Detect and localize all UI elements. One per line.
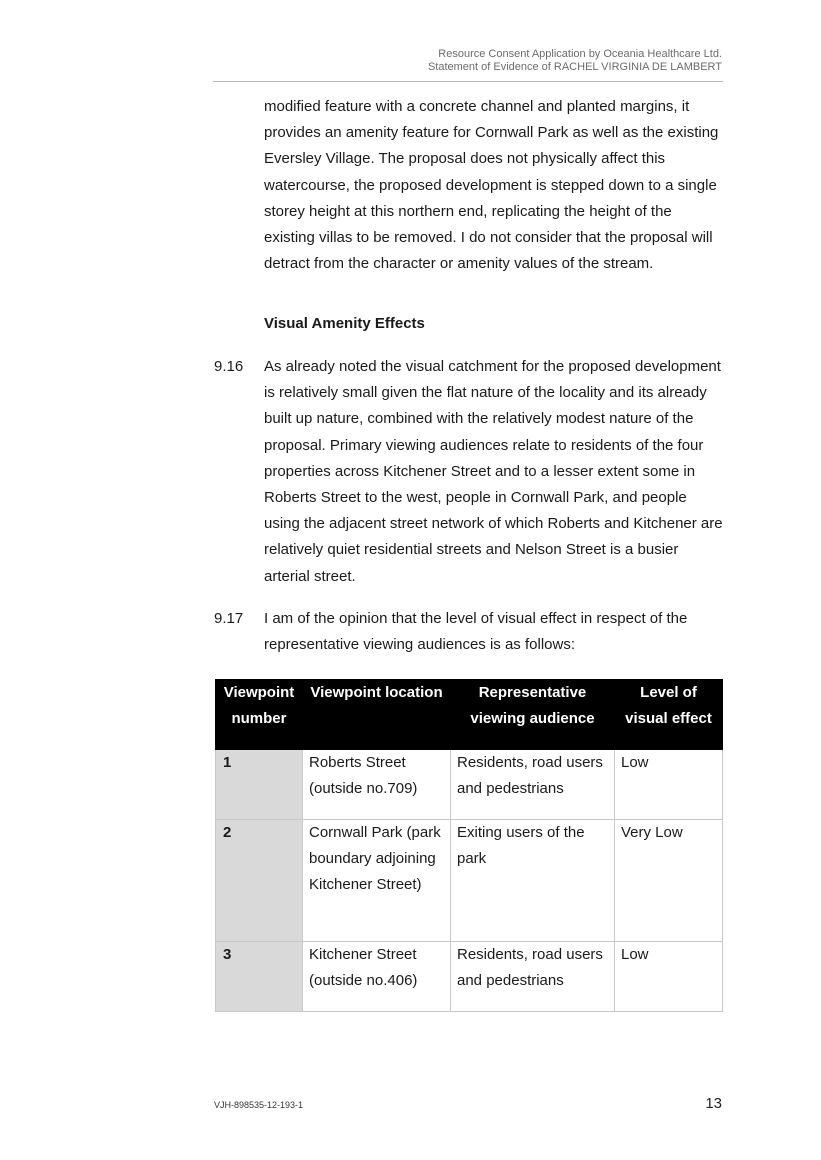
viewpoint-number-cell: 3 bbox=[216, 942, 303, 1012]
viewing-audience-cell: Residents, road users and pedestrians bbox=[451, 942, 615, 1012]
viewpoint-location-cell: Cornwall Park (park boundary adjoining Kitchener Street) bbox=[303, 820, 451, 942]
header-line-1: Resource Consent Application by Oceania Healthcare Ltd. bbox=[438, 48, 722, 60]
table-row bbox=[216, 820, 723, 942]
table-header-row bbox=[216, 680, 723, 750]
viewpoint-location-cell: Roberts Street (outside no.709) bbox=[303, 750, 451, 820]
section-heading: Visual Amenity Effects bbox=[264, 315, 425, 332]
viewpoint-number-cell: 1 bbox=[216, 750, 303, 820]
viewpoint-number-cell: 2 bbox=[216, 820, 303, 942]
column-header: Level of visual effect bbox=[615, 680, 723, 750]
viewing-audience-cell: Exiting users of the park bbox=[451, 820, 615, 942]
page-number: 13 bbox=[705, 1095, 722, 1112]
column-header: Viewpoint location bbox=[303, 680, 451, 750]
table-row bbox=[216, 942, 723, 1012]
paragraph-text: As already noted the visual catchment for the proposed development is relatively small given the flat nature of the locality and its already built up nature, combined with the relatively modest nature of the proposal. Primary viewing audiences relate to residents of the four properties across Kitchener Street and to a lesser extent some in Roberts Street to the west, people in Cornwall Park, and people using the adjacent street network of which Roberts and Kitchener are relatively quiet residential streets and Nelson Street is a busier arterial street. bbox=[264, 358, 723, 585]
effect-level-cell: Low bbox=[615, 942, 723, 1012]
paragraph-number: 9.16 bbox=[214, 358, 244, 375]
effect-level-cell: Very Low bbox=[615, 820, 723, 942]
paragraph-text: I am of the opinion that the level of visual effect in respect of the representative viewing audiences is as follows: bbox=[264, 610, 688, 654]
header-divider bbox=[213, 81, 723, 82]
viewpoint-location-cell: Kitchener Street (outside no.406) bbox=[303, 942, 451, 1012]
page-header bbox=[428, 48, 722, 74]
continuation-paragraph: modified feature with a concrete channel and planted margins, it provides an amenity feature for Cornwall Park as well as the existing Eversley Village. The proposal does not physically affect this watercourse, the proposed development is stepped down to a single storey height at this northern end, replicating the height of the existing villas to be removed. I do not consider that the proposal will detract from the character or amenity values of the stream. bbox=[264, 98, 719, 273]
effect-level-cell: Low bbox=[615, 750, 723, 820]
visual-effects-table bbox=[215, 679, 723, 1012]
column-header: Viewpoint number bbox=[216, 680, 303, 750]
table-row bbox=[216, 750, 723, 820]
header-line-2: Statement of Evidence of RACHEL VIRGINIA DE LAMBERT bbox=[427, 61, 722, 73]
document-reference: VJH-898535-12-193-1 bbox=[214, 1100, 304, 1110]
viewing-audience-cell: Residents, road users and pedestrians bbox=[451, 750, 615, 820]
column-header: Representative viewing audience bbox=[451, 680, 615, 750]
paragraph-number: 9.17 bbox=[214, 610, 244, 627]
